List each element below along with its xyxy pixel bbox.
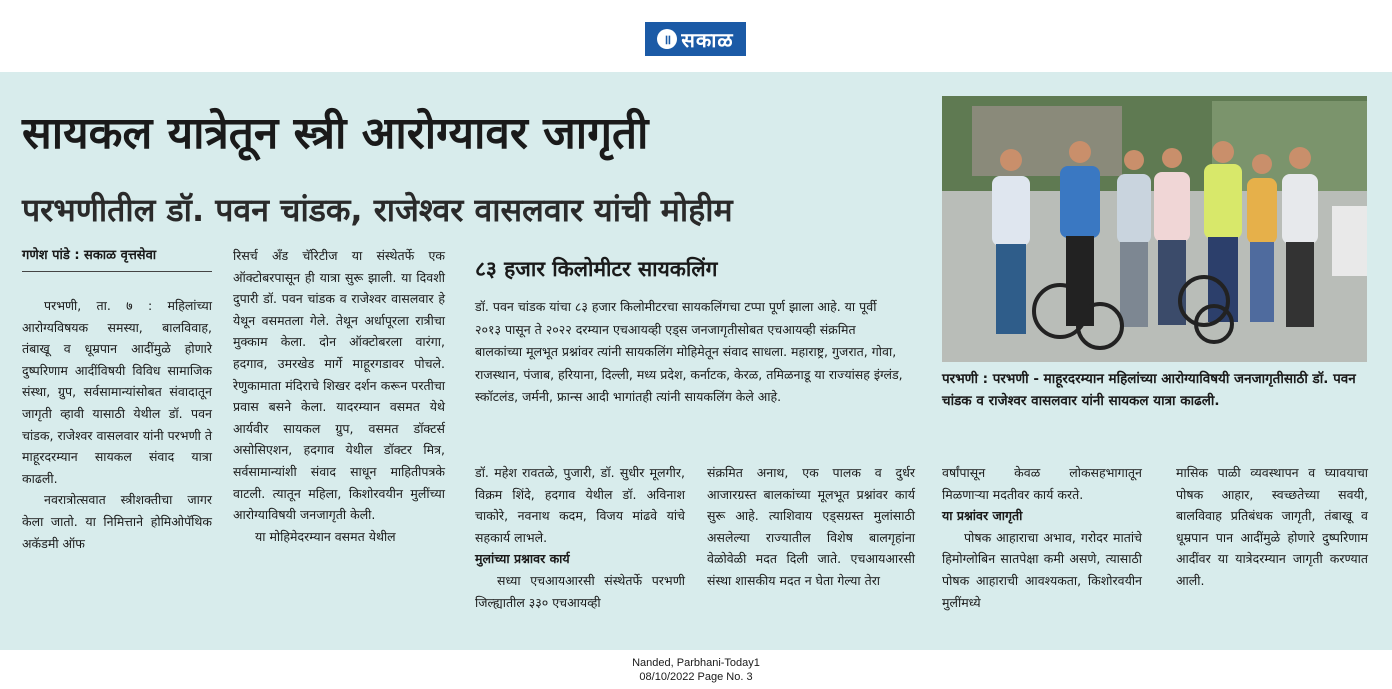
news-photo [942,96,1367,362]
cyclists-photo-illustration [942,96,1367,362]
paragraph: पोषक आहाराचा अभाव, गरोदर मातांचे हिमोग्लोबिन सातपेक्षा कमी असणे, त्यासाठी पोषक आहाराची आवश्यकता, किशोरवयीन मुलींमध्ये [942,529,1142,610]
edition-label: Nanded, Parbhani-Today1 [632,657,760,669]
subheading: मुलांच्या प्रश्नावर कार्य [475,551,570,567]
paragraph: या मोहिमेदरम्यान वसमत येथील [255,528,396,544]
brand-name: सकाळ [681,27,734,52]
byline: गणेश पांडे : सकाळ वृत्तसेवा [22,245,212,272]
sakal-logo-icon: ॥ [657,29,677,49]
paragraph: संक्रमित अनाथ, एक पालक व दुर्धर आजारग्रस्त बालकांच्या मूलभूत प्रश्नांवर कार्य सुरू आहे. त्याशिवाय एड्सग्रस्त मुलांसाठी असलेल्या राज्यातील विशेष बालगृहांना वेळोवेळी मदत दिली जाते. एचआयआरसी संस्था शासकीय मदत न घेता गेल्या तेरा [707,465,915,588]
article-column-2 [233,245,445,547]
date-page-label: 08/10/2022 Page No. 3 [639,671,753,683]
article-column-4 [707,462,915,592]
paragraph: डॉ. महेश रावतळे, पुजारी, डॉ. सुधीर मूलगीर, विक्रम शिंदे, हदगाव येथील डॉ. अविनाश चाकोरे, नवनाथ कदम, विजय मांढवे यांचे सहकार्य लाभले. [475,465,685,545]
article-column-5 [942,462,1142,613]
article-column-3 [475,462,685,613]
paragraph: सध्या एचआयआरसी संस्थेतर्फे परभणी जिल्ह्यातील ३३० एचआयव्ही [475,572,685,610]
article-column-1 [22,295,212,554]
section-heading: ८३ हजार किलोमीटर सायकलिंग [475,257,718,281]
sakal-logo [645,22,746,56]
paragraph: परभणी, ता. ७ : महिलांच्या आरोग्यविषयक समस्या, बालविवाह, तंबाखू व धूम्रपान आदींमुळे होणारे दुष्परिणाम आदींविषयी विविध सामाजिक संस्था, ग्रुप, सर्वसामान्यांसोबत संवादातून जागृती व्हावी यासाठी येथील डॉ. पवन चांडक, राजेश्वर वासलवार यांनी परभणी ते माहूरदरम्यान सायकल संवाद यात्रा काढली. [22,298,212,486]
page-footer [0,656,1392,684]
article-column-6 [1176,462,1368,592]
paragraph: मासिक पाळी व्यवस्थापन व घ्यावयाचा पोषक आहार, स्वच्छतेच्या सवयी, बालविवाह प्रतिबंधक जागृती, तंबाखू व धूम्रपान पान आदींमुळे होणारे दुष्परिणाम आदींवर या यात्रेदरम्यान जागृती करण्यात आली. [1176,465,1368,588]
wide-paragraph: डॉ. पवन चांडक यांचा ८३ हजार किलोमीटरचा सायकलिंगचा टप्पा पूर्ण झाला आहे. या पूर्वी २०१३ पासून ते २०२२ दरम्यान एचआयव्ही एड्स जनजागृतीसोबत एचआयव्ही संक्रमित बालकांच्या मूलभूत प्रश्नांवर त्यांनी सायकलिंग मोहिमेतून संवाद साधला. महाराष्ट्र, गुजरात, गोवा, राजस्थान, पंजाब, हरियाना, दिल्ली, मध्य प्रदेश, कर्नाटक, केरळ, तमिळनाडू या राज्यांसह इंग्लंड, स्कॉटलंड, जर्मनी, फ्रान्स आदी भागांतही त्यांनी सायकलिंग केले आहे. [475,299,903,404]
photo-caption: परभणी : परभणी - माहूरदरम्यान महिलांच्या आरोग्याविषयी जनजागृतीसाठी डॉ. पवन चांडक व राजेश्वर वासलवार यांनी सायकल यात्रा काढली. [942,371,1356,409]
paragraph: नवरात्रोत्सवात स्त्रीशक्तीचा जागर केला जातो. या निमित्ताने होमिओपॅथिक अकॅडमी ऑफ [22,492,212,551]
headline: सायकल यात्रेतून स्त्री आरोग्यावर जागृती [22,108,649,159]
subheading: या प्रश्नांवर जागृती [942,508,1023,524]
subheadline: परभणीतील डॉ. पवन चांडक, राजेश्वर वासलवार यांची मोहीम [22,191,733,229]
paragraph: रिसर्च अँड चॅरिटीज या संस्थेतर्फे एक ऑक्टोबरपासून ही यात्रा सुरू झाली. या दिवशी दुपारी डॉ. पवन चांडक व राजेश्वर वासलवार हे येथून वसमतला गेले. तेथून अर्धापूरला रात्रीचा मुक्काम केला. दोन ऑक्टोबरला वारंगा, हदगाव, उमरखेड मार्गे माहूरगडावर पोचले. रेणुकामाता मंदिराचे शिखर दर्शन करून परतीचा प्रवास बसने केला. यादरम्यान वसमत येथे आर्यवीर सायकल ग्रुप, वसमत डॉक्टर्स असोसिएशन, हदगाव येथील डॉक्टर मित्र, सर्वसामान्यांशी संवाद साधून माहितीपत्रके वाटली. त्यातून महिला, किशोरवयीन मुलींच्या आरोग्याविषयी जनजागृती केली. [233,248,445,523]
paragraph: वर्षांपासून केवळ लोकसहभागातून मिळणाऱ्या मदतीवर कार्य करते. [942,465,1142,502]
